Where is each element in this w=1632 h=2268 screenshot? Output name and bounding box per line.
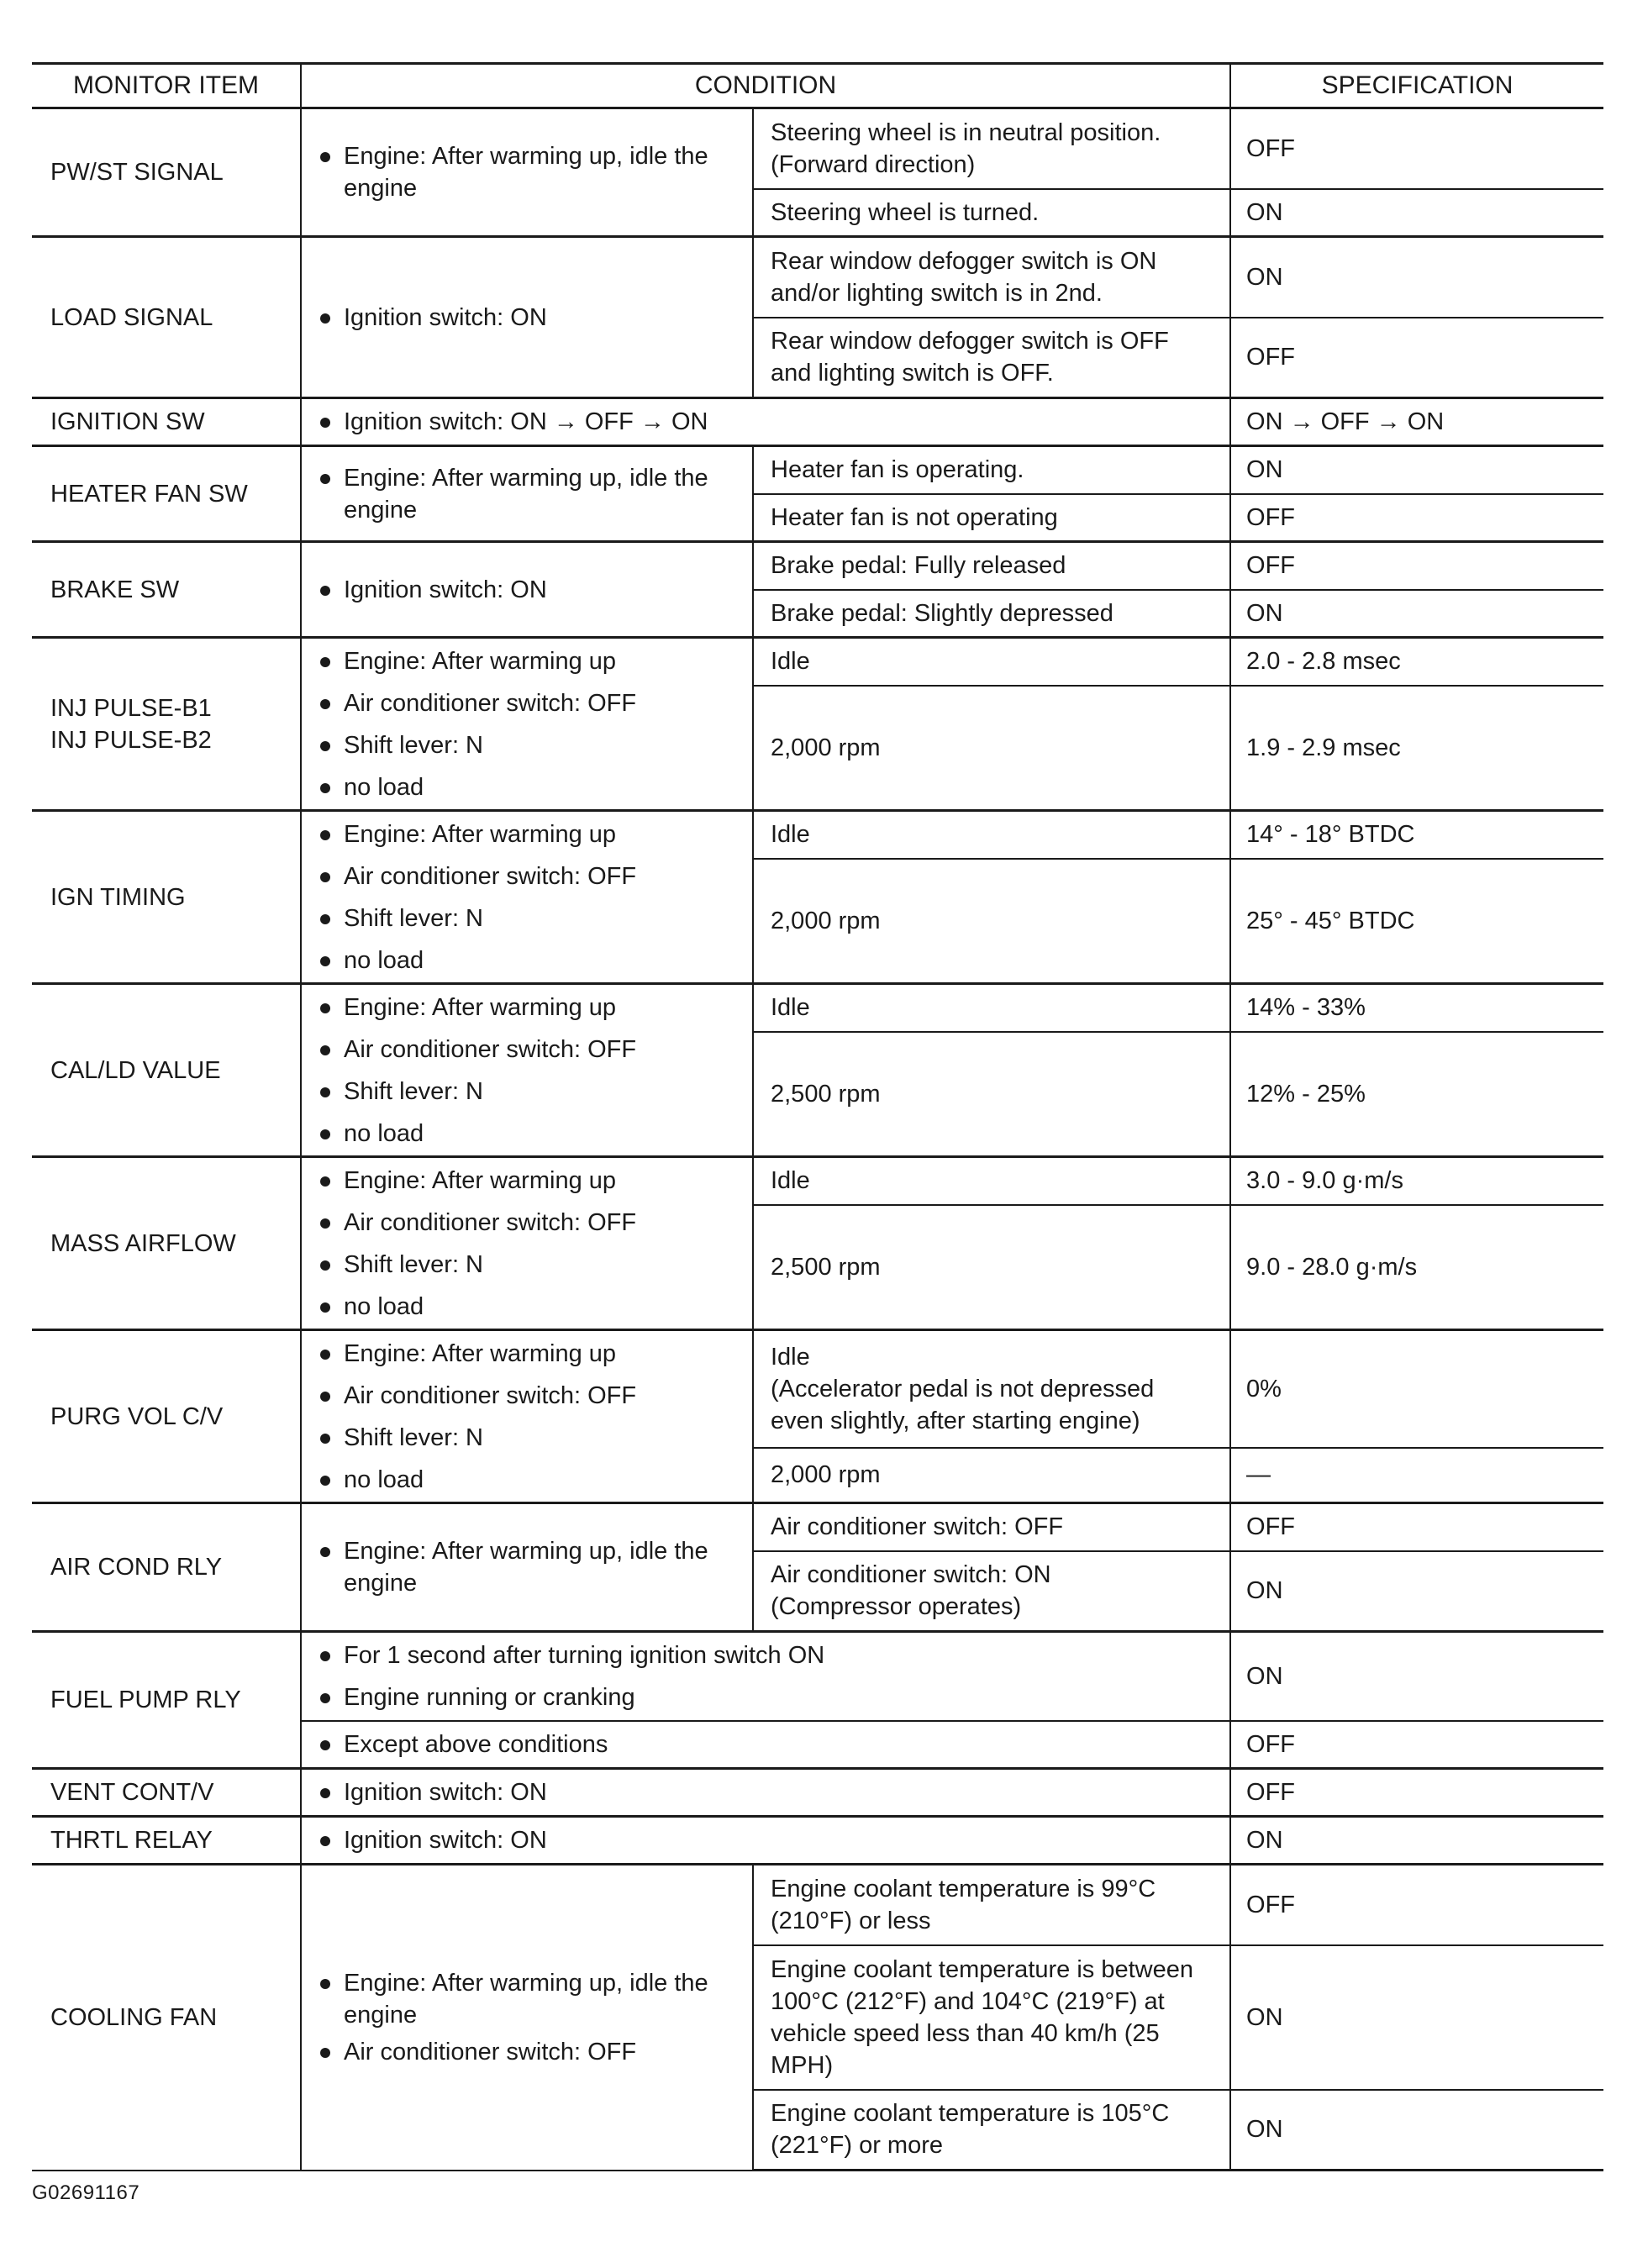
condition-bullet: Air conditioner switch: OFF: [317, 1029, 735, 1071]
table-row: [32, 108, 1603, 189]
monitor-item: CAL/LD VALUE: [32, 984, 301, 1157]
condition-bullet: Ignition switch: ON → OFF → ON: [317, 406, 1213, 438]
condition-bullet: Air conditioner switch: OFF: [317, 1375, 735, 1417]
monitor-item: IGNITION SW: [32, 398, 301, 446]
sub-condition: Idle: [753, 984, 1230, 1032]
sub-condition: Rear window defogger switch is OFF and lighting switch is OFF.: [753, 318, 1230, 398]
specification: OFF: [1230, 108, 1603, 189]
table-row: [32, 1817, 1603, 1865]
condition-bullet: Shift lever: N: [317, 1244, 735, 1286]
sub-condition: Air conditioner switch: ON: [771, 1561, 1051, 1589]
table-row: [32, 237, 1603, 318]
condition-bullet: Air conditioner switch: OFF: [317, 1202, 735, 1244]
sub-condition-note: (Compressor operates): [771, 1593, 1022, 1621]
sub-condition: 2,000 rpm: [753, 859, 1230, 984]
condition-bullet: Air conditioner switch: OFF: [317, 2036, 735, 2068]
specification: —: [1230, 1448, 1603, 1503]
specification: ON → OFF → ON: [1230, 398, 1603, 446]
specification: ON: [1230, 1551, 1603, 1632]
specification: 9.0 - 28.0 g·m/s: [1230, 1205, 1603, 1330]
sub-condition: Steering wheel is turned.: [753, 189, 1230, 237]
monitor-item: INJ PULSE-B1: [50, 694, 212, 722]
specification: OFF: [1230, 1721, 1603, 1769]
sub-condition: Idle: [753, 811, 1230, 859]
condition-bullet: Engine: After warming up: [317, 640, 735, 682]
condition-bullet: Engine: After warming up, idle the engine: [317, 1535, 735, 1599]
specification: 1.9 - 2.9 msec: [1230, 686, 1603, 811]
specification: ON: [1230, 1632, 1603, 1721]
header-specification: SPECIFICATION: [1230, 64, 1603, 108]
condition-bullet: Shift lever: N: [317, 897, 735, 939]
table-row: [32, 638, 1603, 686]
condition-bullet: Engine: After warming up, idle the engine: [317, 1967, 735, 2031]
condition-bullet: For 1 second after turning ignition switch ON: [317, 1634, 1213, 1676]
sub-condition: Brake pedal: Slightly depressed: [753, 590, 1230, 638]
monitor-item: VENT CONT/V: [32, 1769, 301, 1817]
table-row: [32, 984, 1603, 1032]
specification: 2.0 - 2.8 msec: [1230, 638, 1603, 686]
monitor-item: AIR COND RLY: [32, 1503, 301, 1632]
table-row: [32, 398, 1603, 446]
specification: 0%: [1230, 1330, 1603, 1448]
monitor-item: PURG VOL C/V: [32, 1330, 301, 1503]
condition-bullet: Engine: After warming up, idle the engine: [317, 140, 735, 204]
sub-condition: 2,000 rpm: [753, 686, 1230, 811]
sub-condition: Engine coolant temperature is 99°C (210°F) or less: [753, 1865, 1230, 1945]
sub-condition: Brake pedal: Fully released: [753, 542, 1230, 590]
specification: OFF: [1230, 318, 1603, 398]
condition-bullet: Engine: After warming up: [317, 813, 735, 855]
sub-condition-note: (Accelerator pedal is not depressed even slightly, after starting engine): [771, 1375, 1155, 1434]
condition-bullet: no load: [317, 1459, 735, 1501]
monitor-item: COOLING FAN: [32, 1865, 301, 2171]
condition-bullet: no load: [317, 939, 735, 981]
condition-bullet: no load: [317, 1113, 735, 1155]
condition-bullet: Engine: After warming up, idle the engine: [317, 462, 735, 526]
condition-bullet: Engine running or cranking: [317, 1676, 1213, 1718]
sub-condition: Idle: [753, 638, 1230, 686]
condition-bullet: Engine: After warming up: [317, 1333, 735, 1375]
monitor-item: THRTL RELAY: [32, 1817, 301, 1865]
specification: ON: [1230, 1945, 1603, 2090]
sub-condition: Idle: [753, 1157, 1230, 1205]
condition-bullet: Air conditioner switch: OFF: [317, 855, 735, 897]
table-row: [32, 1865, 1603, 1945]
specification: ON: [1230, 446, 1603, 494]
monitor-item: LOAD SIGNAL: [32, 237, 301, 398]
specification: ON: [1230, 237, 1603, 318]
condition-bullet: no load: [317, 1286, 735, 1328]
condition-bullet: Ignition switch: ON: [317, 302, 735, 334]
sub-condition: Rear window defogger switch is ON and/or lighting switch is in 2nd.: [753, 237, 1230, 318]
table-row: [32, 1330, 1603, 1448]
header-monitor-item: MONITOR ITEM: [32, 64, 301, 108]
specification: OFF: [1230, 494, 1603, 542]
monitor-spec-table: [32, 62, 1603, 2171]
condition-bullet: Shift lever: N: [317, 1417, 735, 1459]
specification: 14° - 18° BTDC: [1230, 811, 1603, 859]
condition-bullet: Ignition switch: ON: [317, 1824, 1213, 1856]
specification: ON: [1230, 1817, 1603, 1865]
figure-id: G02691167: [32, 2181, 140, 2204]
specification: ON: [1230, 189, 1603, 237]
table-row: [32, 1769, 1603, 1817]
specification: ON: [1230, 590, 1603, 638]
sub-condition: Heater fan is not operating: [753, 494, 1230, 542]
table-row: [32, 542, 1603, 590]
sub-condition: 2,500 rpm: [753, 1032, 1230, 1157]
monitor-item: IGN TIMING: [32, 811, 301, 984]
monitor-item: HEATER FAN SW: [32, 446, 301, 542]
specification: OFF: [1230, 542, 1603, 590]
monitor-item: PW/ST SIGNAL: [32, 108, 301, 237]
sub-condition: Air conditioner switch: OFF: [753, 1503, 1230, 1551]
table-row: [32, 1503, 1603, 1551]
sub-condition: Engine coolant temperature is between 100°C (212°F) and 104°C (219°F) at vehicle speed less than 40 km/h (25 MPH): [753, 1945, 1230, 2090]
sub-condition: Idle: [771, 1343, 810, 1371]
condition-bullet: Shift lever: N: [317, 724, 735, 766]
sub-condition: Heater fan is operating.: [753, 446, 1230, 494]
condition-bullet: Ignition switch: ON: [317, 1776, 1213, 1808]
sub-condition: Engine coolant temperature is 105°C (221°F) or more: [753, 2090, 1230, 2171]
table-row: [32, 1157, 1603, 1205]
specification: 12% - 25%: [1230, 1032, 1603, 1157]
specification: OFF: [1230, 1503, 1603, 1551]
monitor-item: MASS AIRFLOW: [32, 1157, 301, 1330]
monitor-item: BRAKE SW: [32, 542, 301, 638]
specification: 25° - 45° BTDC: [1230, 859, 1603, 984]
sub-condition: Steering wheel is in neutral position. (Forward direction): [753, 108, 1230, 189]
condition-bullet: Except above conditions: [317, 1729, 1213, 1760]
specification: OFF: [1230, 1769, 1603, 1817]
condition-bullet: Engine: After warming up: [317, 1160, 735, 1202]
table-row: [32, 446, 1603, 494]
table-row: [32, 1632, 1603, 1721]
condition-bullet: Engine: After warming up: [317, 987, 735, 1029]
specification: OFF: [1230, 1865, 1603, 1945]
monitor-item: FUEL PUMP RLY: [32, 1632, 301, 1769]
header-condition: CONDITION: [301, 64, 1230, 108]
condition-bullet: Ignition switch: ON: [317, 574, 735, 606]
specification: 14% - 33%: [1230, 984, 1603, 1032]
specification: ON: [1230, 2090, 1603, 2171]
sub-condition: 2,500 rpm: [753, 1205, 1230, 1330]
sub-condition: 2,000 rpm: [753, 1448, 1230, 1503]
specification: 3.0 - 9.0 g·m/s: [1230, 1157, 1603, 1205]
monitor-item: INJ PULSE-B2: [50, 726, 212, 754]
condition-bullet: Shift lever: N: [317, 1071, 735, 1113]
condition-bullet: no load: [317, 766, 735, 808]
table-row: [32, 811, 1603, 859]
condition-bullet: Air conditioner switch: OFF: [317, 682, 735, 724]
